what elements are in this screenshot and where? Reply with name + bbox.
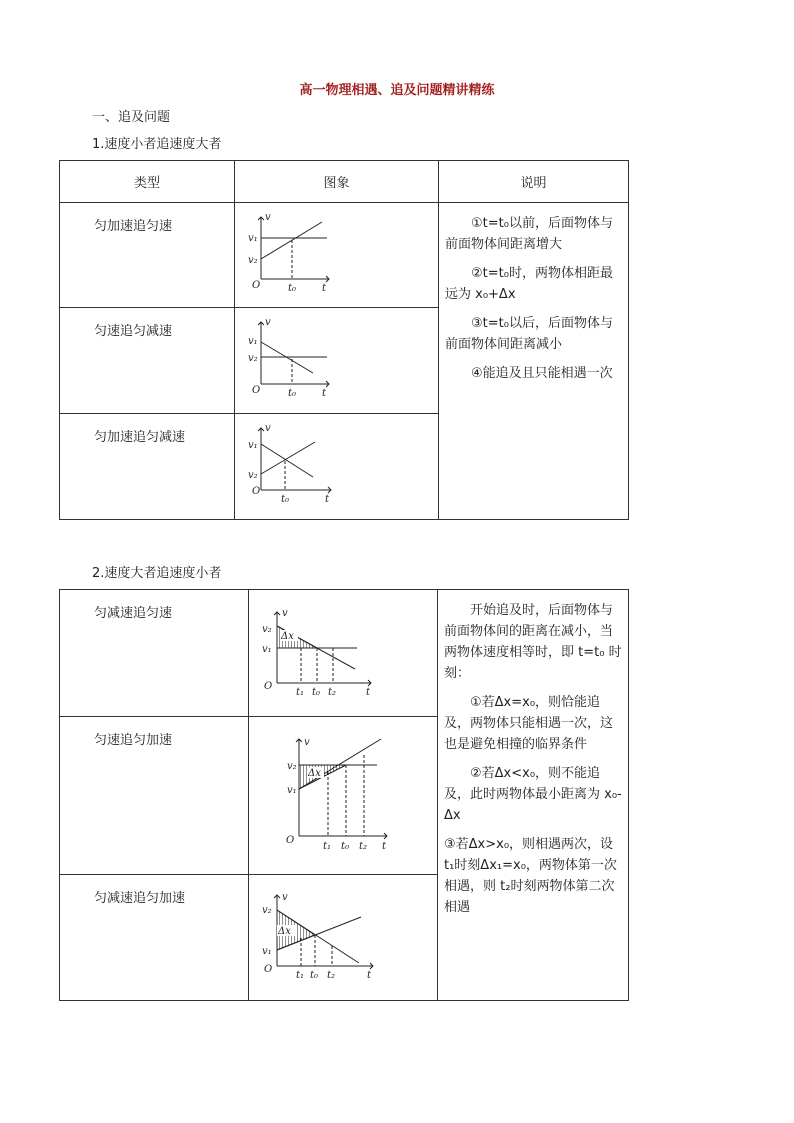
axis-t-label: t [382,841,387,852]
axis-v-label: v [265,212,271,223]
note-item: ①t=t₀以前，后面物体与前面物体间距离增大 [445,216,613,252]
row-type: 匀速追匀加速 [60,717,249,875]
v1-label: v₁ [262,946,272,957]
axis-t-label: t [322,388,327,399]
origin-label: O [264,964,273,975]
row-type: 匀加速追匀减速 [60,414,235,520]
vt-graph-accel-vs-uniform [235,203,439,307]
t2-label: t₂ [327,970,336,981]
t0-label: t₀ [281,494,290,505]
note-item: ②若Δx<x₀，则不能追及，此时两物体最小距离为 x₀-Δx [444,766,622,823]
graph-cell [249,590,438,717]
v1-label: v₁ [248,440,258,451]
v2-label: v₂ [248,470,258,481]
origin-label: O [252,486,261,497]
t2-label: t₂ [359,841,368,852]
origin-label: O [264,681,273,692]
row-type: 匀加速追匀速 [60,203,235,308]
origin-label: O [252,385,261,396]
axis-v-label: v [304,737,310,748]
row-type: 匀速追匀减速 [60,308,235,414]
t0-label: t₀ [288,283,297,294]
axis-t-label: t [367,970,372,981]
part1-heading: 1.速度小者追速度大者 [92,137,222,152]
v1-label: v₁ [262,644,272,655]
row-type: 匀减速追匀速 [60,590,249,717]
axis-v-label: v [282,608,288,619]
notes-cell [439,203,629,520]
header-graph: 图象 [235,161,439,203]
page-title: 高一物理相遇、追及问题精讲精练 [299,83,495,98]
row-type: 匀减速追匀加速 [60,875,249,1001]
t0-label: t₀ [310,970,319,981]
axis-t-label: t [325,494,330,505]
t1-label: t₁ [296,687,305,698]
dx-label: Δx [278,926,291,937]
dx-label: Δx [308,768,321,779]
axis-v-label: v [265,317,271,328]
note-item: ④能追及且只能相遇一次 [471,366,613,381]
graph-cell [249,717,438,875]
dx-label: Δx [281,631,294,642]
axis-t-label: t [322,283,327,294]
part2-heading: 2.速度大者追速度小者 [92,566,222,581]
axis-t-label: t [366,687,371,698]
v1-label: v₁ [248,233,258,244]
origin-label: O [252,280,261,291]
vt-graph-uniform-vs-accel [249,717,438,874]
section-heading: 一、追及问题 [92,110,171,125]
table-slow-chases-fast [59,160,629,520]
note-item: ③若Δx>x₀，则相遇两次，设t₁时刻Δx₁=x₀，两物体第一次相遇，则 t₂时刻两物体第二次相遇 [444,837,617,915]
v2-label: v₂ [287,761,297,772]
v1-label: v₁ [248,336,258,347]
v1-label: v₁ [287,785,297,796]
note-item: ①若Δx=x₀，则恰能追及，两物体只能相遇一次，这也是避免相撞的临界条件 [444,695,614,752]
vt-graph-uniform-vs-decel [235,308,439,413]
graph-cell [235,308,439,414]
origin-label: O [286,835,295,846]
vt-graph-accel-vs-decel [235,414,439,519]
t1-label: t₁ [323,841,332,852]
table-fast-chases-slow [59,589,629,1001]
note-item: ②t=t₀时，两物体相距最远为 x₀+Δx [445,266,613,302]
v2-label: v₂ [248,255,258,266]
header-note: 说明 [439,161,629,203]
v2-label: v₂ [262,624,272,635]
note-item: ③t=t₀以后，后面物体与前面物体间距离减小 [445,316,613,352]
vt-graph-decel-vs-uniform [249,590,438,716]
notes-cell [438,590,629,1001]
t2-label: t₂ [328,687,337,698]
t0-label: t₀ [312,687,321,698]
header-type: 类型 [60,161,235,203]
v2-label: v₂ [262,905,272,916]
axis-v-label: v [282,892,288,903]
t1-label: t₁ [296,970,305,981]
t0-label: t₀ [341,841,350,852]
graph-cell [249,875,438,1001]
note-item: 开始追及时，后面物体与前面物体间的距离在减小，当两物体速度相等时，即 t=t₀ 时刻： [444,603,622,681]
vt-graph-decel-vs-accel [249,875,438,1000]
axis-v-label: v [265,423,271,434]
t0-label: t₀ [288,388,297,399]
graph-cell [235,203,439,308]
v2-label: v₂ [248,353,258,364]
graph-cell [235,414,439,520]
